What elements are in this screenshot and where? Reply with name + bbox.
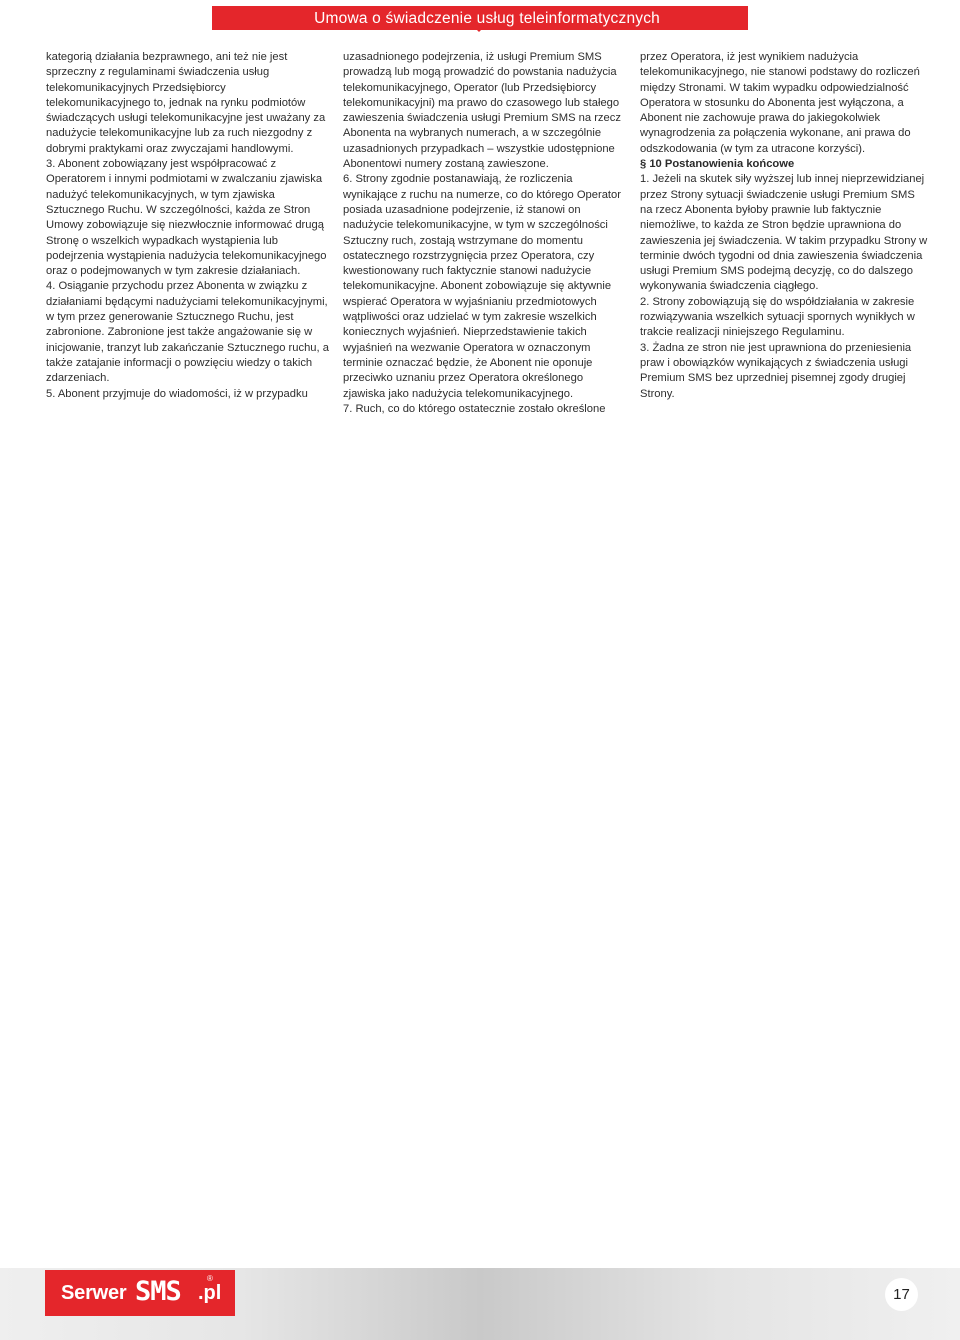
paragraph: w tym przez generowanie Sztucznego Ruchu, jest zabronione. Zabronione jest także angażowanie się w inicjowanie, tranzyt lub zakańczanie Sztucznego ruchu, a także zatajanie informacji o powzięciu wiedzy o takich zdarzeniach. — [46, 311, 329, 385]
logo-word: Serwer — [61, 1282, 127, 1304]
paragraph: przez Operatora, iż jest wynikiem nadużycia telekomunikacyjnego, nie stanowi podstawy do rozliczeń między Stronami. W takim wypadku odpowiedzialność Operatora w stosunku do Abonenta jest wyłączona, a Abonent nie zachowuje prawa do jakiegokolwiek wynagrodzenia za połączenia wykonane, ani prawa do odszkodowania (w tym za utracone korzyści). — [640, 51, 920, 155]
paragraph: 2. Strony zobowiązują się do współdziałania w zakresie rozwiązywania wszelkich sytuacji spornych wynikłych w trakcie realizacji niniejszego Regulaminu. — [640, 295, 915, 339]
paragraph: 6. Strony zgodnie postanawiają, że rozliczenia wynikające z ruchu na numerze, co do którego Operator posiada uzasadnione podejrzenie, iż stanowi on nadużycie telekomunikacyjne, w tym w szczególności Sztuczny ruch, zostają wstrzymane do momentu ostatecznego rozstrzygnięcia przez Operatora, czy kwestionowany ruch faktycznie stanowi nadużycie telekomunikacyjne. Abonent zobowiązuje się aktywnie wspierać Operatora w wyjaśnianiu przedmiotowych wątpliwości oraz udzielać w tym zakresie wszelkich koniecznych wyjaśnień. Nieprzedstawienie takich wyjaśnień na wezwanie Operatora w oznaczonym terminie oznaczać będzie, że Abonent nie oponuje przeciwko uznaniu przez Operatora określonego zjawiska jako nadużycia telekomunikacyjnego. — [343, 173, 621, 400]
page-number: 17 — [885, 1278, 918, 1311]
paragraph: uzasadnionego podejrzenia, iż usługi Premium SMS prowadzą lub mogą prowadzić do powstania nadużycia telekomunikacyjnego, Operator (lub Przedsiębiorcy telekomunikacyjni) ma prawo do czasowego lub stałego zawieszenia świadczenia usługi Premium SMS na rzecz Abonenta na wybranych numerach, a w szczególnie uzasadnionych przypadkach – wszystkie udostępnione Abonentowi numery zostaną zawieszone. — [343, 51, 621, 171]
text-column-1 — [46, 50, 330, 402]
paragraph: 5. Abonent przyjmuje do wiadomości, iż w przypadku — [46, 387, 308, 400]
logo-pl: .pl — [198, 1282, 222, 1304]
logo-sms: SMS — [135, 1276, 181, 1307]
section-heading: § 10 Postanowienia końcowe — [640, 158, 795, 171]
registered-mark: ® — [207, 1274, 213, 1283]
footer — [0, 1268, 960, 1340]
paragraph: 3. Abonent zobowiązany jest współpracować z Operatorem i innymi podmiotami w zwalczaniu zjawiska nadużyć telekomunikacyjnych, w tym zjawiska Sztucznego Ruchu. W szczególności, każda ze Stron Umowy zobowiązuje się niezwłocznie informować drugą Stronę o wszelkich wypadkach wystąpienia lub podejrzenia wystąpienia nadużycia telekomunikacyjnego oraz o podejmowanych w tym zakresie działaniach. — [46, 158, 327, 278]
header-notch — [471, 24, 487, 32]
serwersms-logo — [45, 1270, 235, 1316]
text-column-3 — [640, 50, 930, 402]
paragraph: 3. Żadna ze stron nie jest uprawniona do przeniesienia praw i obowiązków wynikających z świadczenia usługi Premium SMS bez uprzedniej pisemnej zgody drugiej Strony. — [640, 341, 912, 400]
text-column-2 — [343, 50, 625, 417]
document-title: Umowa o świadczenie usług teleinformatycznych — [314, 10, 660, 27]
paragraph: 1. Jeżeli na skutek siły wyższej lub innej nieprzewidzianej przez Strony sytuacji świadczenie usługi Premium SMS na rzecz Abonenta byłoby prawnie lub faktycznie niemożliwe, to każda ze Stron będzie uprawniona do zawieszenia jej świadczenia. W takim przypadku Strony w terminie dwóch tygodni od dnia zawieszenia świadczenia usługi Premium SMS podejmą decyzję, co do dalszego wykonywania świadczenia ciągłego. — [640, 173, 928, 293]
paragraph: kategorią działania bezprawnego, ani też nie jest sprzeczny z regulaminami świadczenia usług telekomunikacyjnych Przedsiębiorcy telekomunikacyjnego to, jednak na rynku podmiotów świadczących usługi telekomunikacyjne jest uważany za nadużycie telekomunikacyjne lub za ruch niezgodny z dobrymi praktykami oraz zwyczajami handlowymi. — [46, 51, 326, 155]
paragraph: 7. Ruch, co do którego ostatecznie zostało określone — [343, 402, 606, 415]
paragraph: 4. Osiąganie przychodu przez Abonenta w związku z działaniami będącymi nadużyciami telekomunikacyjnymi, — [46, 280, 328, 308]
